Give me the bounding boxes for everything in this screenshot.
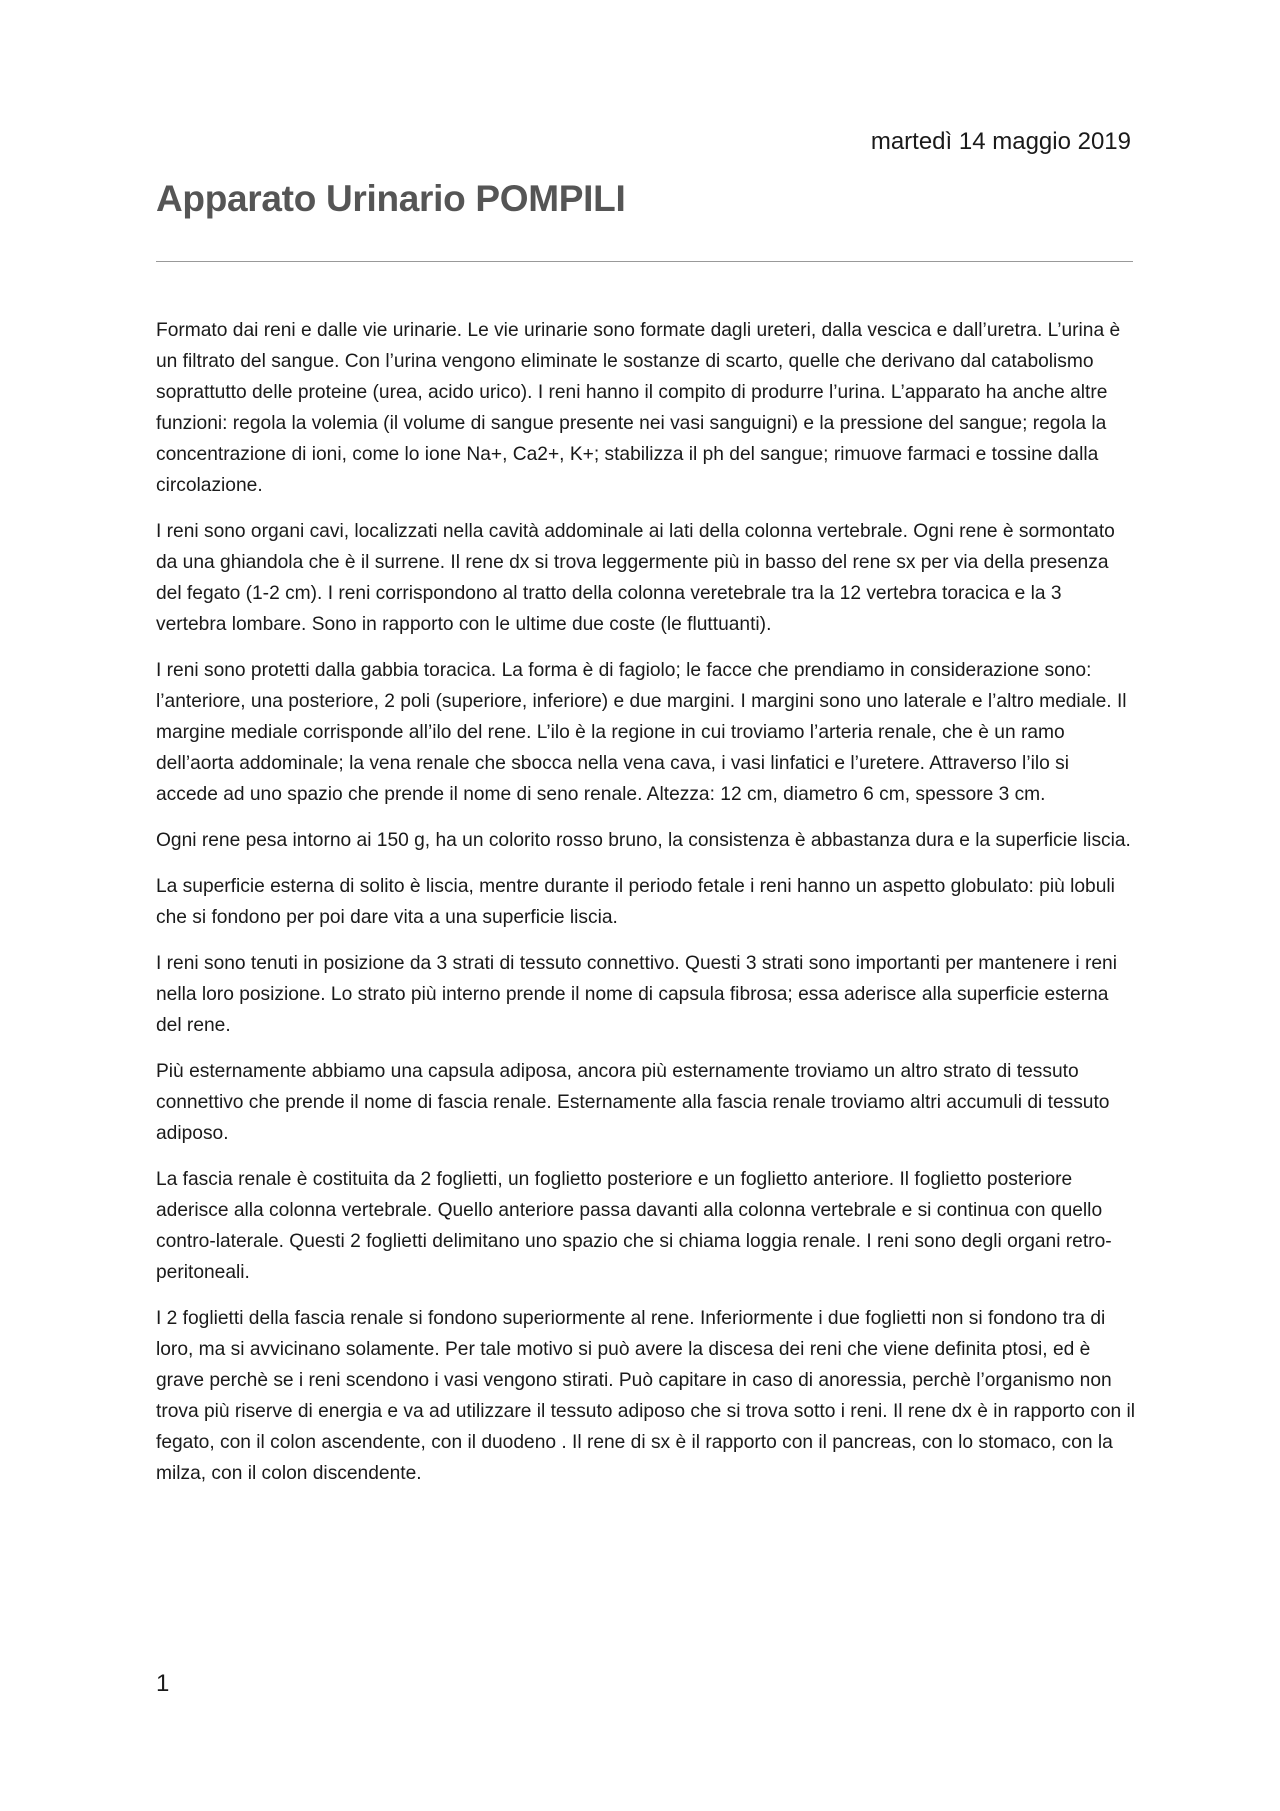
paragraph: La fascia renale è costituita da 2 foglietti, un foglietto posteriore e un foglietto anteriore. Il foglietto posteriore aderisce alla colonna vertebrale. Quello anteriore passa davanti alla colonna vertebrale e si continua con quello contro-laterale. Questi 2 foglietti delimitano uno spazio che si chiama loggia renale. I reni sono degli organi retro-peritoneali. bbox=[156, 1169, 1112, 1283]
paragraph: Ogni rene pesa intorno ai 150 g, ha un colorito rosso bruno, la consistenza è abbastanza dura e la superficie liscia. bbox=[156, 830, 1131, 851]
paragraph: Più esternamente abbiamo una capsula adiposa, ancora più esternamente troviamo un altro strato di tessuto connettivo che prende il nome di fascia renale. Esternamente alla fascia renale troviamo altri accumuli di tessuto adiposo. bbox=[156, 1061, 1110, 1144]
paragraph: La superficie esterna di solito è liscia, mentre durante il periodo fetale i reni hanno un aspetto globulato: più lobuli che si fondono per poi dare vita a una superficie liscia. bbox=[156, 876, 1115, 928]
paragraph: I reni sono tenuti in posizione da 3 strati di tessuto connettivo. Questi 3 strati sono importanti per mantenere i reni nella loro posizione. Lo strato più interno prende il nome di capsula fibrosa; essa aderisce alla superficie esterna del rene. bbox=[156, 953, 1117, 1036]
document-date: martedì 14 maggio 2019 bbox=[870, 128, 1131, 155]
paragraph: I reni sono organi cavi, localizzati nella cavità addominale ai lati della colonna vertebrale. Ogni rene è sormontato da una ghiandola che è il surrene. Il rene dx si trova leggermente più in basso del rene sx per via della presenza del fegato (1-2 cm). I reni corrispondono al tratto della colonna veretebrale tra la 12 vertebra toracica e la 3 vertebra lombare. Sono in rapporto con le ultime due coste (le fluttuanti). bbox=[156, 521, 1115, 635]
paragraph: I reni sono protetti dalla gabbia toracica. La forma è di fagiolo; le facce che prendiamo in considerazione sono: l’anteriore, una posteriore, 2 poli (superiore, inferiore) e due margini. I margini sono uno laterale e l’altro mediale. Il margine mediale corrisponde all’ilo del rene. L’ilo è la regione in cui troviamo l’arteria renale, che è un ramo dell’aorta addominale; la vena renale che sbocca nella vena cava, i vasi linfatici e l’uretere. Attraverso l’ilo si accede ad uno spazio che prende il nome di seno renale. Altezza: 12 cm, diametro 6 cm, spessore 3 cm. bbox=[156, 660, 1127, 805]
title-divider bbox=[156, 261, 1133, 262]
page-number: 1 bbox=[156, 1670, 170, 1697]
paragraph: Formato dai reni e dalle vie urinarie. Le vie urinarie sono formate dagli ureteri, dalla vescica e dall’uretra. L’urina è un filtrato del sangue. Con l’urina vengono eliminate le sostanze di scarto, quelle che derivano dal catabolismo soprattutto delle proteine (urea, acido urico). I reni hanno il compito di produrre l’urina. L’apparato ha anche altre funzioni: regola la volemia (il volume di sangue presente nei vasi sanguigni) e la pressione del sangue; regola la concentrazione di ioni, come lo ione Na+, Ca2+, K+; stabilizza il ph del sangue; rimuove farmaci e tossine dalla circolazione. bbox=[156, 320, 1121, 496]
paragraph: I 2 foglietti della fascia renale si fondono superiormente al rene. Inferiormente i due foglietti non si fondono tra di loro, ma si avvicinano solamente. Per tale motivo si può avere la discesa dei reni che viene definita ptosi, ed è grave perchè se i reni scendono i vasi vengono stirati. Può capitare in caso di anoressia, perchè l’organismo non trova più riserve di energia e va ad utilizzare il tessuto adiposo che si trova sotto i reni. Il rene dx è in rapporto con il fegato, con il colon ascendente, con il duodeno . Il rene di sx è il rapporto con il pancreas, con lo stomaco, con la milza, con il colon discendente. bbox=[156, 1308, 1136, 1484]
document-body bbox=[156, 315, 1136, 1504]
document-title: Apparato Urinario POMPILI bbox=[156, 178, 626, 219]
